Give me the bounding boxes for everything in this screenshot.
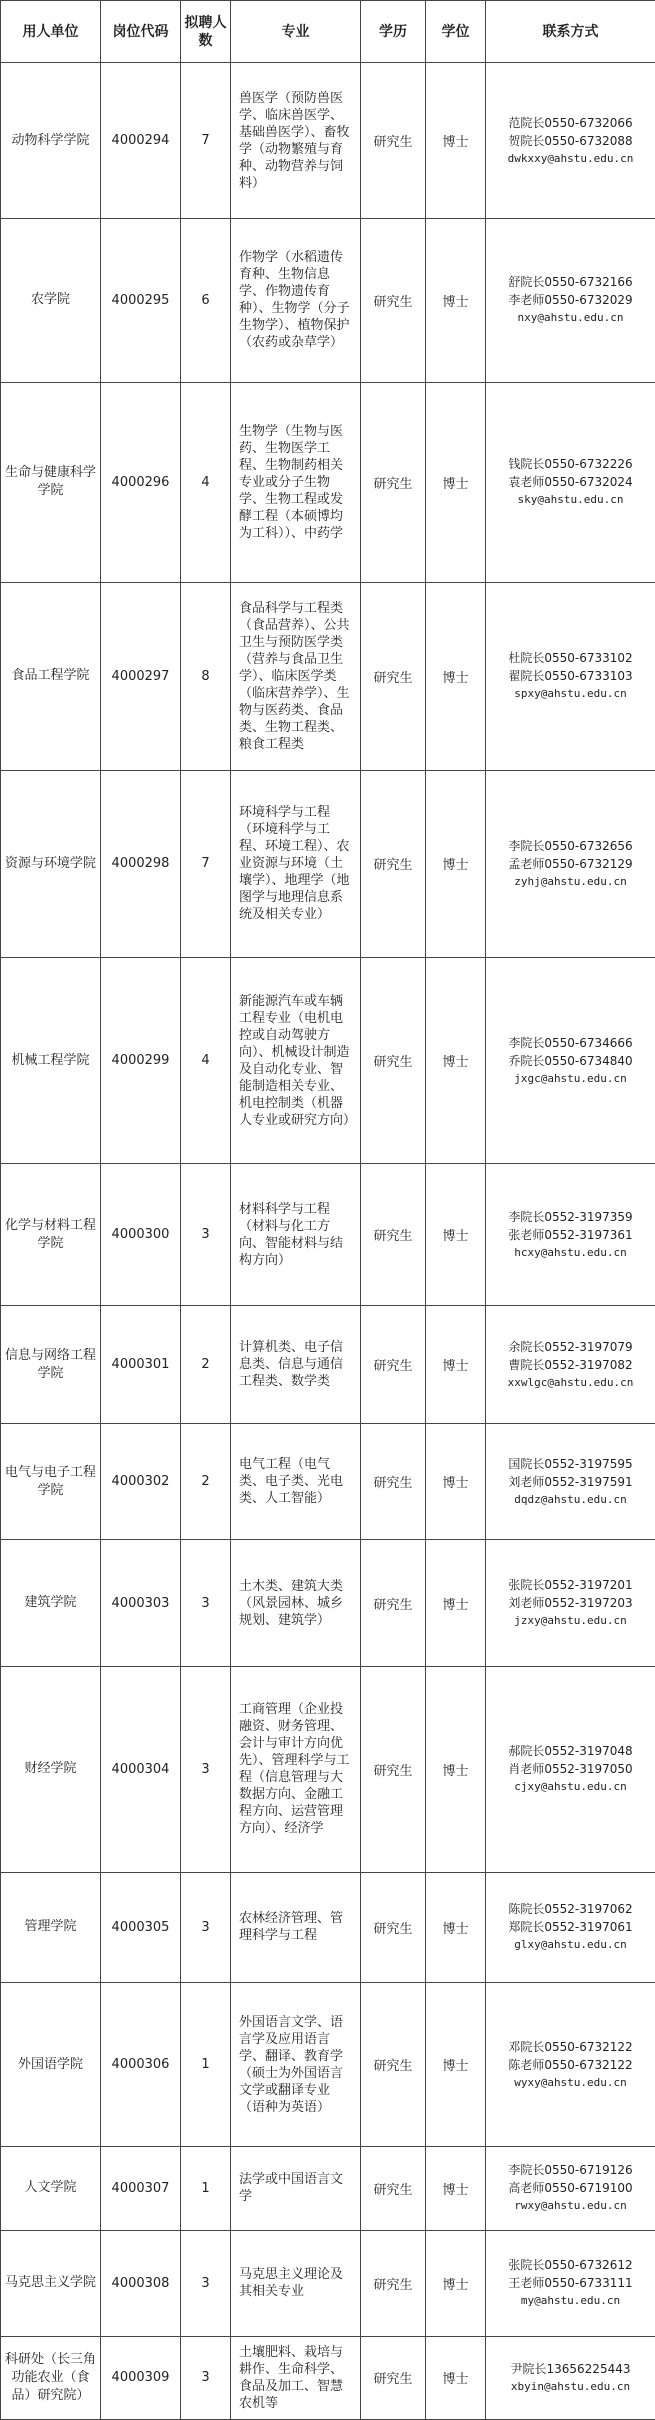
table-row	[1, 1983, 655, 2146]
cell-code: 4000308	[101, 2231, 181, 2336]
table-row	[1, 770, 655, 958]
header-contact: 联系方式	[486, 1, 655, 63]
cell-code: 4000304	[101, 1666, 181, 1872]
contact-email[interactable]: jzxy@ahstu.edu.cn	[514, 1614, 627, 1628]
contact-phone: 陈院长0552-3197062	[508, 1902, 633, 1917]
contact-phone: 杜院长0550-6733102	[508, 651, 633, 666]
cell-count: 3	[181, 1666, 231, 1872]
cell-code: 4000303	[101, 1540, 181, 1667]
cell-code: 4000300	[101, 1163, 181, 1305]
cell-count: 7	[181, 63, 231, 219]
cell-count: 3	[181, 2231, 231, 2336]
cell-unit: 电气与电子工程学院	[1, 1424, 101, 1540]
table-row	[1, 1424, 655, 1540]
cell-education: 研究生	[361, 1983, 426, 2146]
cell-contact	[486, 1163, 655, 1305]
cell-education: 研究生	[361, 63, 426, 219]
contact-phone: 李院长0552-3197359	[508, 1209, 633, 1224]
cell-education: 研究生	[361, 382, 426, 582]
contact-phone: 刘老师0552-3197203	[508, 1596, 633, 1611]
contact-phone: 李院长0550-6719126	[508, 2163, 633, 2178]
table-row	[1, 1163, 655, 1305]
contact-phone: 乔院长0550-6734840	[508, 1053, 633, 1068]
cell-unit: 科研处（长三角功能农业（食品）研究院）	[1, 2336, 101, 2419]
cell-unit: 财经学院	[1, 1666, 101, 1872]
header-degree: 学位	[426, 1, 486, 63]
cell-education: 研究生	[361, 219, 426, 382]
cell-degree: 博士	[426, 1306, 486, 1424]
contact-phone: 肖老师0552-3197050	[508, 1762, 633, 1777]
cell-contact	[486, 582, 655, 770]
contact-email[interactable]: wyxy@ahstu.edu.cn	[514, 2075, 627, 2089]
table-row	[1, 2146, 655, 2230]
cell-count: 2	[181, 1424, 231, 1540]
cell-contact	[486, 1540, 655, 1667]
cell-degree: 博士	[426, 1666, 486, 1872]
cell-unit: 建筑学院	[1, 1540, 101, 1667]
contact-email[interactable]: dqdz@ahstu.edu.cn	[514, 1492, 627, 1506]
contact-email[interactable]: cjxy@ahstu.edu.cn	[514, 1780, 627, 1794]
cell-education: 研究生	[361, 2336, 426, 2419]
contact-phone: 张院长0550-6732612	[508, 2258, 633, 2273]
cell-major: 新能源汽车或车辆工程专业（电机电控或自动驾驶方向）、机械设计制造及自动化专业、智能制造相关专业、机电控制类（机器人专业或研究方向）	[231, 958, 361, 1164]
cell-major: 农林经济管理、管理科学与工程	[231, 1872, 361, 1983]
contact-email[interactable]: jxgc@ahstu.edu.cn	[514, 1071, 627, 1085]
cell-major: 外国语言文学、语言学及应用语言学、翻译、教育学（硕士为外国语言文学或翻译专业（语种为英语）	[231, 1983, 361, 2146]
contact-phone: 国院长0552-3197595	[508, 1456, 633, 1471]
cell-unit: 人文学院	[1, 2146, 101, 2230]
cell-major: 作物学（水稻遗传育种、生物信息学、作物遗传育种）、生物学（分子生物学）、植物保护（农药或杂草学）	[231, 219, 361, 382]
contact-email[interactable]: spxy@ahstu.edu.cn	[514, 687, 627, 701]
cell-degree: 博士	[426, 2336, 486, 2419]
cell-count: 1	[181, 1983, 231, 2146]
cell-contact	[486, 63, 655, 219]
cell-education: 研究生	[361, 2146, 426, 2230]
cell-degree: 博士	[426, 1540, 486, 1667]
cell-degree: 博士	[426, 1163, 486, 1305]
contact-phone: 袁老师0550-6732024	[508, 475, 633, 490]
table-row	[1, 63, 655, 219]
contact-phone: 李老师0550-6732029	[508, 293, 633, 308]
contact-phone: 贺院长0550-6732088	[508, 133, 633, 148]
contact-phone: 范院长0550-6732066	[508, 115, 633, 130]
table-row	[1, 958, 655, 1164]
cell-contact	[486, 219, 655, 382]
cell-education: 研究生	[361, 2231, 426, 2336]
cell-education: 研究生	[361, 582, 426, 770]
cell-major: 土壤肥料、栽培与耕作、生命科学、食品及加工、智慧农机等	[231, 2336, 361, 2419]
header-unit: 用人单位	[1, 1, 101, 63]
cell-contact	[486, 382, 655, 582]
table-row	[1, 1540, 655, 1667]
contact-phone: 高老师0550-6719100	[508, 2181, 633, 2196]
cell-major: 土木类、建筑大类（风景园林、城乡规划、建筑学）	[231, 1540, 361, 1667]
contact-phone: 尹院长13656225443	[510, 2361, 631, 2376]
cell-education: 研究生	[361, 1163, 426, 1305]
table-row	[1, 1872, 655, 1983]
cell-contact	[486, 958, 655, 1164]
cell-degree: 博士	[426, 63, 486, 219]
cell-code: 4000296	[101, 382, 181, 582]
contact-email[interactable]: zyhj@ahstu.edu.cn	[514, 874, 627, 888]
cell-code: 4000305	[101, 1872, 181, 1983]
cell-code: 4000294	[101, 63, 181, 219]
cell-unit: 外国语学院	[1, 1983, 101, 2146]
contact-phone: 邓院长0550-6732122	[508, 2039, 633, 2054]
cell-contact	[486, 2336, 655, 2419]
header-education: 学历	[361, 1, 426, 63]
cell-major: 马克思主义理论及其相关专业	[231, 2231, 361, 2336]
cell-code: 4000302	[101, 1424, 181, 1540]
cell-count: 1	[181, 2146, 231, 2230]
contact-phone: 张老师0552-3197361	[508, 1227, 633, 1242]
cell-contact	[486, 1666, 655, 1872]
table-row	[1, 1306, 655, 1424]
cell-degree: 博士	[426, 1872, 486, 1983]
cell-count: 3	[181, 2336, 231, 2419]
table-row	[1, 2336, 655, 2419]
cell-unit: 生命与健康科学学院	[1, 382, 101, 582]
cell-education: 研究生	[361, 770, 426, 958]
cell-code: 4000301	[101, 1306, 181, 1424]
cell-contact	[486, 1983, 655, 2146]
cell-major: 工商管理（企业投融资、财务管理、会计与审计方向优先）、管理科学与工程（信息管理与大数据方向、金融工程方向、运营管理方向）、经济学	[231, 1666, 361, 1872]
cell-unit: 化学与材料工程学院	[1, 1163, 101, 1305]
cell-count: 2	[181, 1306, 231, 1424]
cell-contact	[486, 2146, 655, 2230]
cell-degree: 博士	[426, 1424, 486, 1540]
contact-phone: 曹院长0552-3197082	[508, 1357, 633, 1372]
contact-email[interactable]: dwkxxy@ahstu.edu.cn	[507, 151, 634, 165]
cell-contact	[486, 1424, 655, 1540]
cell-code: 4000295	[101, 219, 181, 382]
table-row	[1, 1666, 655, 1872]
cell-major: 电气工程（电气类、电子类、光电类、人工智能）	[231, 1424, 361, 1540]
cell-unit: 管理学院	[1, 1872, 101, 1983]
cell-count: 6	[181, 219, 231, 382]
cell-unit: 资源与环境学院	[1, 770, 101, 958]
cell-count: 3	[181, 1872, 231, 1983]
cell-degree: 博士	[426, 770, 486, 958]
table-row	[1, 2231, 655, 2336]
cell-education: 研究生	[361, 1424, 426, 1540]
cell-unit: 机械工程学院	[1, 958, 101, 1164]
cell-degree: 博士	[426, 1983, 486, 2146]
cell-count: 3	[181, 1163, 231, 1305]
cell-contact	[486, 1872, 655, 1983]
header-major: 专业	[231, 1, 361, 63]
contact-phone: 陈老师0550-6732122	[508, 2057, 633, 2072]
contact-phone: 钱院长0550-6732226	[508, 457, 633, 472]
cell-code: 4000297	[101, 582, 181, 770]
contact-phone: 王老师0550-6733111	[508, 2276, 633, 2291]
contact-email[interactable]: nxy@ahstu.edu.cn	[517, 311, 624, 325]
cell-code: 4000309	[101, 2336, 181, 2419]
cell-degree: 博士	[426, 219, 486, 382]
table-header-row	[1, 1, 655, 63]
cell-unit: 马克思主义学院	[1, 2231, 101, 2336]
table-row	[1, 382, 655, 582]
contact-email[interactable]: my@ahstu.edu.cn	[520, 2294, 621, 2308]
contact-phone: 孟老师0550-6732129	[508, 856, 633, 871]
contact-phone: 李院长0550-6732656	[508, 838, 633, 853]
contact-phone: 余院长0552-3197079	[508, 1339, 633, 1354]
cell-degree: 博士	[426, 2146, 486, 2230]
cell-degree: 博士	[426, 382, 486, 582]
contact-email[interactable]: glxy@ahstu.edu.cn	[514, 1938, 627, 1952]
cell-major: 材料科学与工程（材料与化工方向、智能材料与结构方向）	[231, 1163, 361, 1305]
cell-count: 4	[181, 958, 231, 1164]
contact-email[interactable]: xxwlgc@ahstu.edu.cn	[507, 1375, 634, 1389]
cell-count: 4	[181, 382, 231, 582]
contact-phone: 舒院长0550-6732166	[508, 275, 633, 290]
cell-major: 计算机类、电子信息类、信息与通信工程类、数学类	[231, 1306, 361, 1424]
cell-education: 研究生	[361, 1666, 426, 1872]
table-row	[1, 582, 655, 770]
cell-contact	[486, 2231, 655, 2336]
cell-degree: 博士	[426, 958, 486, 1164]
cell-major: 生物学（生物与医药、生物医学工程、生物制药相关专业或分子生物学、生物工程或发酵工程（本硕博均为工科））、中药学	[231, 382, 361, 582]
contact-phone: 张院长0552-3197201	[508, 1578, 633, 1593]
cell-unit: 食品工程学院	[1, 582, 101, 770]
cell-major: 兽医学（预防兽医学、临床兽医学、基础兽医学）、畜牧学（动物繁殖与育种、动物营养与饲料）	[231, 63, 361, 219]
cell-contact	[486, 770, 655, 958]
cell-degree: 博士	[426, 2231, 486, 2336]
cell-code: 4000306	[101, 1983, 181, 2146]
cell-education: 研究生	[361, 1872, 426, 1983]
contact-phone: 李院长0550-6734666	[508, 1035, 633, 1050]
cell-education: 研究生	[361, 1306, 426, 1424]
cell-unit: 动物科学学院	[1, 63, 101, 219]
contact-phone: 刘老师0552-3197591	[508, 1474, 633, 1489]
cell-major: 环境科学与工程（环境科学与工程、环境工程）、农业资源与环境（土壤学）、地理学（地图学与地理信息系统及相关专业）	[231, 770, 361, 958]
cell-degree: 博士	[426, 582, 486, 770]
cell-count: 3	[181, 1540, 231, 1667]
cell-code: 4000307	[101, 2146, 181, 2230]
cell-unit: 农学院	[1, 219, 101, 382]
contact-email[interactable]: rwxy@ahstu.edu.cn	[514, 2199, 627, 2213]
contact-phone: 郑院长0552-3197061	[508, 1920, 633, 1935]
cell-count: 8	[181, 582, 231, 770]
cell-code: 4000298	[101, 770, 181, 958]
cell-education: 研究生	[361, 958, 426, 1164]
cell-code: 4000299	[101, 958, 181, 1164]
contact-email[interactable]: hcxy@ahstu.edu.cn	[514, 1245, 627, 1259]
cell-major: 法学或中国语言文学	[231, 2146, 361, 2230]
header-code: 岗位代码	[101, 1, 181, 63]
cell-unit: 信息与网络工程学院	[1, 1306, 101, 1424]
cell-count: 7	[181, 770, 231, 958]
contact-phone: 郝院长0552-3197048	[508, 1744, 633, 1759]
contact-phone: 翟院长0550-6733103	[508, 669, 633, 684]
contact-email[interactable]: xbyin@ahstu.edu.cn	[510, 2379, 631, 2393]
cell-major: 食品科学与工程类（食品营养）、公共卫生与预防医学类（营养与食品卫生学）、临床医学类（临床营养学）、生物与医药类、食品类、生物工程类、粮食工程类	[231, 582, 361, 770]
header-count: 拟聘人数	[181, 1, 231, 63]
cell-contact	[486, 1306, 655, 1424]
contact-email[interactable]: sky@ahstu.edu.cn	[517, 493, 624, 507]
cell-education: 研究生	[361, 1540, 426, 1667]
table-row	[1, 219, 655, 382]
